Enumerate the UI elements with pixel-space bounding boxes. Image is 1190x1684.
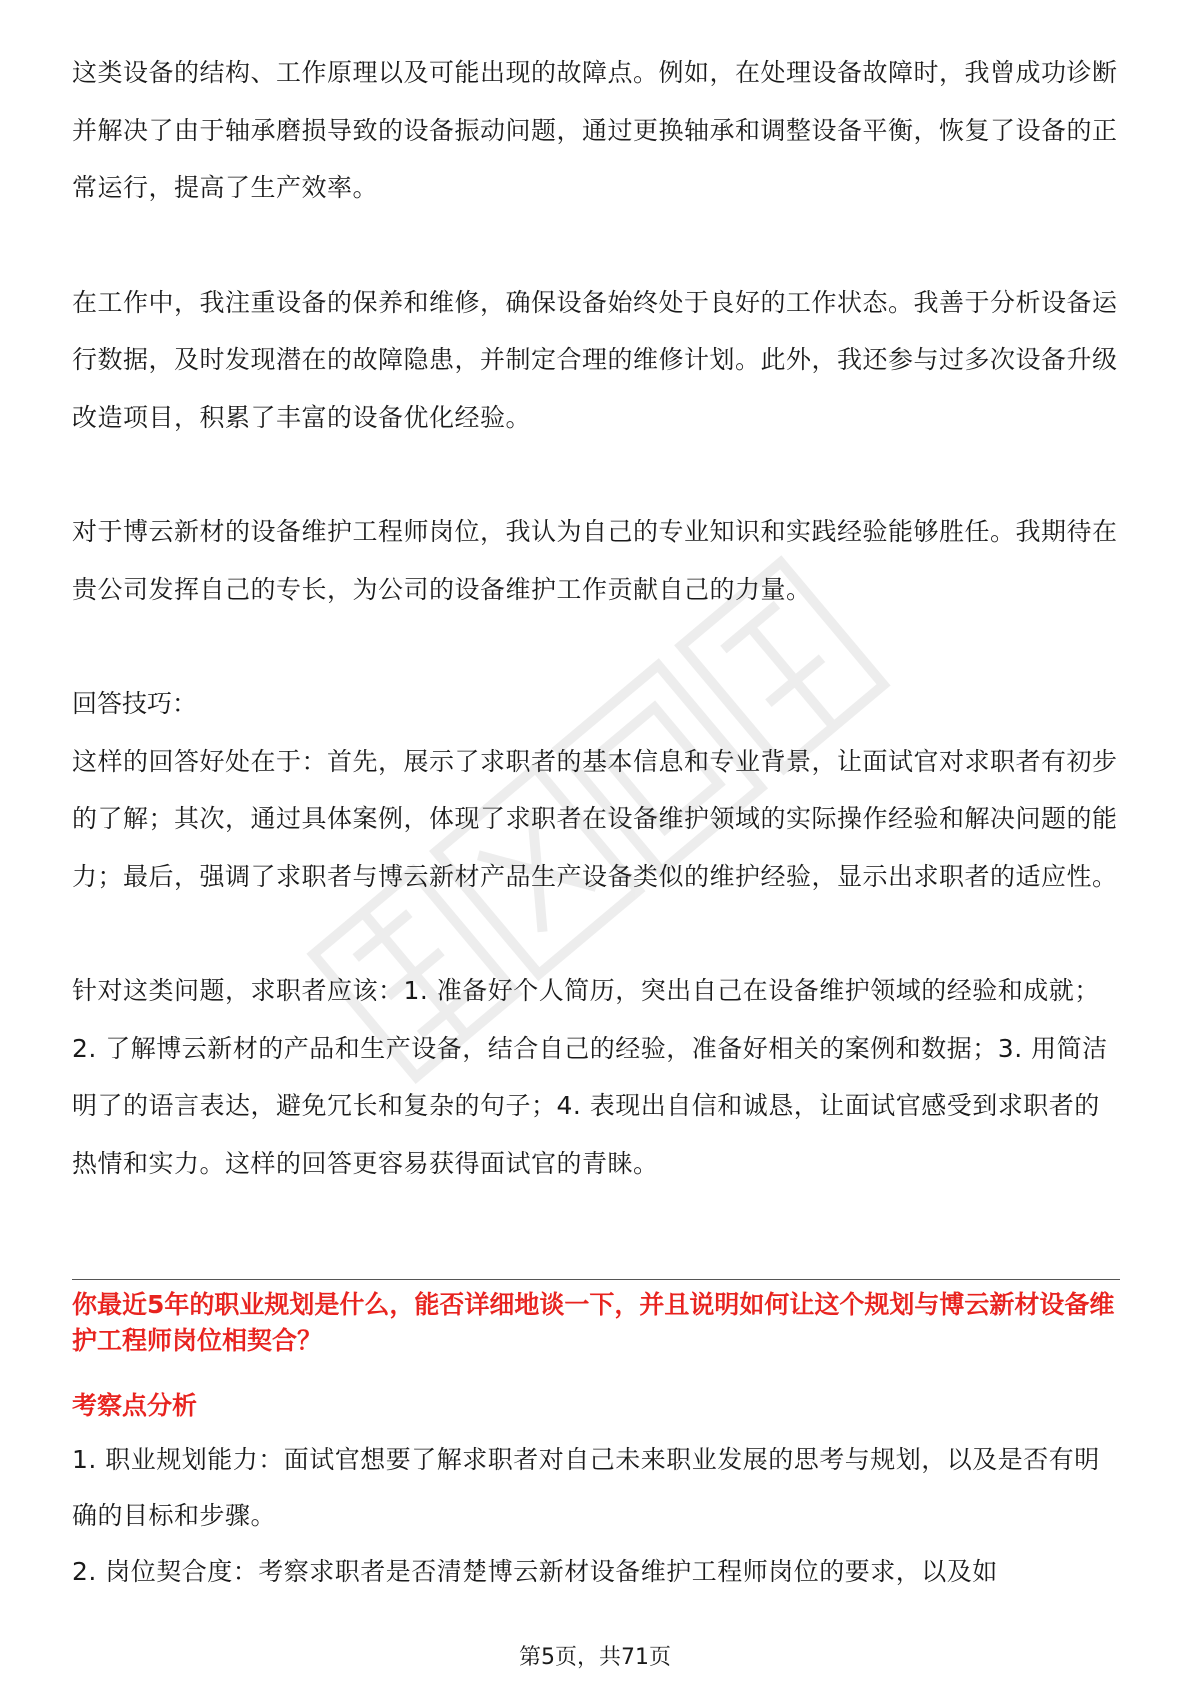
- section-divider: [72, 1279, 1120, 1280]
- analysis-list: [72, 1432, 1120, 1600]
- paragraph-fit: 对于博云新材的设备维护工程师岗位，我认为自己的专业知识和实践经验能够胜任。我期待在贵公司发挥自己的专长，为公司的设备维护工作贡献自己的力量。: [72, 517, 1118, 604]
- paragraph-maintenance: 在工作中，我注重设备的保养和维修，确保设备始终处于良好的工作状态。我善于分析设备运行数据，及时发现潜在的故障隐患，并制定合理的维修计划。此外，我还参与过多次设备升级改造项目，积累了丰富的设备优化经验。: [72, 287, 1118, 432]
- analysis-item-2: 2. 岗位契合度：考察求职者是否清楚博云新材设备维护工程师岗位的要求，以及如: [72, 1557, 998, 1586]
- analysis-title: 考察点分析: [72, 1391, 198, 1420]
- page-number: 第5页，共71页: [519, 1645, 671, 1670]
- paragraph-tips-advice: 针对这类问题，求职者应该：1. 准备好个人简历，突出自己在设备维护领域的经验和成就；2. 了解博云新材的产品和生产设备，结合自己的经验，准备好相关的案例和数据；3. 用简洁明了的语言表达，避免冗长和复杂的句子；4. 表现出自信和诚恳，让面试官感受到求职者的热情和实力。这样的回答更容易获得面试官的青睐。: [72, 976, 1108, 1178]
- body-content: [72, 44, 1120, 1192]
- analysis-item-1: 1. 职业规划能力：面试官想要了解求职者对自己未来职业发展的思考与规划，以及是否有明确的目标和步骤。: [72, 1445, 1100, 1530]
- question-heading: 你最近5年的职业规划是什么，能否详细地谈一下，并且说明如何让这个规划与博云新材设备维护工程师岗位相契合？: [72, 1290, 1115, 1355]
- tips-label: 回答技巧：: [72, 689, 198, 718]
- paragraph-experience: 这类设备的结构、工作原理以及可能出现的故障点。例如，在处理设备故障时，我曾成功诊断并解决了由于轴承磨损导致的设备振动问题，通过更换轴承和调整设备平衡，恢复了设备的正常运行，提高了生产效率。: [72, 58, 1118, 202]
- paragraph-tips-benefits: 这样的回答好处在于：首先，展示了求职者的基本信息和专业背景，让面试官对求职者有初步的了解；其次，通过具体案例，体现了求职者在设备维护领域的实际操作经验和解决问题的能力；最后，强调了求职者与博云新材产品生产设备类似的维护经验，显示出求职者的适应性。: [72, 746, 1118, 891]
